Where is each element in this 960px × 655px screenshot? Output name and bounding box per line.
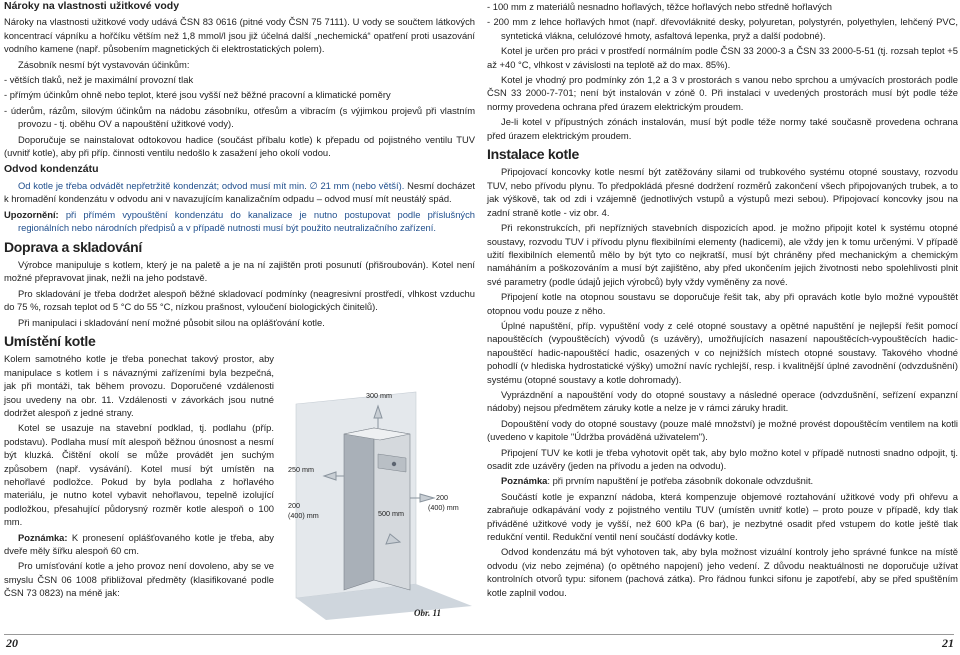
condensate-note-text: při přímém vypouštění kondenzátu do kanalizace je nutno postupovat podle příslušných regionálních nebo národních předpisů a v případě nutnosti musí být použito neutralizačního zařízení. [18, 208, 475, 234]
exposure-item: - větších tlaků, než je maximální provozní tlak [4, 74, 194, 86]
right-column [487, 0, 958, 601]
dhw-connection-paragraph: Připojení TUV ke kotli je třeba vyhotovit opět tak, aby bylo možno kotel v případě nutnosti snadno odpojit, tj. osadit zde uzávěry (jeden na přívodu a jeden na odvodu). [487, 446, 958, 471]
distance-paragraph: Pro umísťování kotle a jeho provoz není dovoleno, aby se ve smyslu ČSN 06 1008 přibližoval předměty (klasifikované podle ČSN 73 0823) na méně jak: [4, 560, 274, 599]
condensate-heading: Odvod kondenzátu [4, 163, 99, 176]
footer-rule [4, 634, 954, 635]
warranty-paragraph: Vyprázdnění a napouštění vody do otopné soustavy a následné operace (odvzdušnění, seřízení expanzní nádoby) nejsou předmětem záruky kotle a nelze je v rámci záruky hradit. [487, 388, 958, 414]
distance-item: - 200 mm z lehce hořlavých hmot (např. dřevovláknité desky, polyuretan, polystyrén, polyethylen, lehčený PVC, syntetická vlákna, celulózové hmoty, asfaltová lepenka, pryž a další podobné). [487, 16, 958, 41]
condensate-drain-paragraph: Odvod kondenzátu má být vyhotoven tak, aby byla možnost vizuální kontroly jeho správné funkce na místě odvodu (viz nebo zejména) (o opětného napojení) jeho vedení. Z důvodu neaktuálnosti ne doporučuje užívat kontrolních otvorů typu: sifonem (pachová zátka). Pro řádnou funkci sifonu je zapotřebí, aby se před spuštěním kotle zaplnil vodou. [487, 546, 958, 598]
handling-paragraph: Při manipulaci i skladování není možné působit silou na oplášťování kotle. [18, 316, 325, 328]
heating-connection-paragraph: Připojení kotle na otopnou soustavu se doporučuje řešit tak, aby při opravách kotle bylo možné vypouštět otopnou vodu pouze z něho. [487, 291, 958, 316]
exposure-item: - úderům, rázům, silovým účinkům na nádobu zásobníku, otřesům a vibracím (s výjimkou projevů při vlastním provozu - tj. oběhu OV a napouštění užitkové vody). [4, 104, 475, 130]
placement-paragraph: Kolem samotného kotle je třeba ponechat takový prostor, aby manipulace s kotlem i s návaznými zařízeními byla bezpečná, jak při montáži, tak během provozu. Doporučené vzdálenosti jsou uvedeny na obr. 11. Vzdálenosti v závorkách jsou nutné dodržet alespoň z jedné strany. [4, 353, 274, 418]
requirements-heading: Nároky na vlastnosti užitkové vody [4, 0, 180, 12]
label-right-a: 200 [436, 493, 448, 502]
label-left2-a: 200 [288, 501, 300, 510]
requirements-paragraph: Nároky na vlastnosti užitkové vody udává ČSN 83 0616 (pitné vody ČSN 75 7111). U vody se součtem látkových koncentrací vápníku a hořčíku větším než 1,8 mmol/l jsou již účelná další „nechemická“ opatření proti usazování vodního kamene (např. působením magnetických či elektrostatických polem). [4, 16, 475, 55]
label-top: 300 mm [366, 391, 392, 400]
install-note [487, 474, 958, 487]
transport-heading: Doprava a skladování [4, 238, 142, 255]
placement-heading: Umístění kotle [4, 332, 96, 349]
expansion-paragraph: Součástí kotle je expanzní nádoba, která kompenzuje objemové roztahování užitkové vody při ohřevu a zabraňuje odkapávání vody z pojistného ventilu TUV (umístěn uvnitř kotle) – proto pouze v případě, kdy tlak přiváděné užitkové vody je vyšší, než 600 kPa (6 bar), je nezbytné osadit před vstupem do kotle ještě tlak redukční ventil. Redukční ventil není součástí dodávky kotle. [487, 490, 958, 543]
environment-paragraph: Kotel je určen pro práci v prostředí normálním podle ČSN 33 2000-3 a ČSN 33 2000-5-51 (tj. rozsah teplot +5 až +40 °C, vlhkost v závislosti na teplotě až do max. 85%). [487, 45, 958, 70]
refill-paragraph: Dopouštění vody do otopné soustavy (pouze malé množství) je možné provést dopouštěcím ventilem na kotli (uvedeno v kapitole "Údržba prováděná uživatelem"). [487, 417, 958, 443]
drain-valves-paragraph: Úplné napuštění, příp. vypuštění vody z celé otopné soustavy a opětné napuštění je nejlepší řešit pomocí napouštěcích (vypouštěcích) vývodů (s uzávěry), umožňujících nasazení napouštěcích-vypouštěcích hadic-napouštěcí hadic-napouštěcí hadic, osazených v co nejnižších místech otopné soustavy. Takového vhodné pohodlí (v hlediska hydrostatické výšky) umožní navíc rychlejší, resp. i kvalitnější úplné zavodnění (odvzdušnění) systému (otopné soustavy a kotle dohromady). [487, 319, 958, 385]
installation-heading: Instalace kotle [487, 146, 579, 163]
label-front: 500 mm [378, 509, 404, 518]
boiler-side [344, 428, 374, 590]
install-note-text: : při prvním napuštění je potřeba zásobník dokonale odvzdušnit. [547, 475, 814, 487]
page-number-right: 21 [942, 636, 954, 650]
distance-item: - 100 mm z materiálů nesnadno hořlavých, těžce hořlavých nebo středně hořlavých [487, 1, 832, 12]
floor-paragraph: Kotel se usazuje na stavební podklad, tj. podlahu (příp. podstavu). Podlaha musí mít alespoň běžnou únosnost a nesmí být kluzká. Čištění okolí se může provádět jen suchým způsobem (např. vysávání). Kotel musí být umístěn na nehořlavé podložce. Pokud by byla podlaha z hořlavého materiálu, je nutno kotel vybavit nehořlavou, tepelně izolující podložkou, přesahující půdorysný rozměr kotle alespoň o 100 mm. [4, 422, 274, 528]
door-note-text: K pronesení oplášťovaného kotle je třeba, aby dveře měly šířku alespoň 60 cm. [4, 531, 274, 557]
boiler-clearance-figure [286, 384, 472, 620]
protection-paragraph: Je-li kotel v přípustných zónách instalován, musí být podle téže normy také současně provedena ochrana před úrazem elektrickým proudem. [487, 116, 958, 141]
door-note-label: Poznámka: [18, 531, 68, 543]
condensate-diameter-text: Od kotle je třeba odvádět nepřetržitě kondenzát; odvod musí mít min. ∅ 21 mm (nebo větší). [18, 179, 405, 191]
page-number-left: 20 [6, 636, 18, 650]
condensate-paragraph [4, 179, 475, 206]
transport-paragraph: Výrobce manipuluje s kotlem, který je na paletě a je na ní zajištěn proti posunutí (přišroubován). Kotel není možné přepravovat jinak, nežli na jeho podstavě. [4, 258, 475, 284]
drain-hose-paragraph: Doporučuje se nainstalovat odtokovou hadice (součást příbalu kotle) k přepadu od pojistného ventilu TUV (uvnitř kotle), aby při příp. činnosti ventilu nedošlo k zasažení jeho okolí vodou. [4, 133, 475, 159]
placement-text-block [4, 352, 274, 599]
condensate-note-label: Upozornění: [4, 208, 59, 220]
figure-caption: Obr. 11 [414, 608, 442, 618]
storage-paragraph: Pro skladování je třeba dodržet alespoň běžné skladovací podmínky (neagresivní prostředí, vlhkost vzduchu do 75 %, rozsah teplot od 5 °C do 55 °C, nízkou prašnost, vyloučení biologických činitelů). [4, 287, 475, 313]
flexible-paragraph: Při rekonstrukcích, při nepřízniých stavebních dispozicích apod. je možno připojit kotel k systému otopné soustavy, rozvodu TUV i přívodu plynu flexibilními elementy (hadicemi), ale vždy jen k tomu určenými. V případě užití flexibilních elementů mělo by být tyto co nejkratší, musí být chráněny před mechanickým a chemickým namáháním a poškozováním a musí být zajištěno, aby před ukončením jejich životnosti nebo spolehlivosti plnit své parametry (podle údajů jejich výrobců) byly vždy vyměněny za nové. [487, 222, 958, 287]
label-left: 250 mm [288, 465, 314, 474]
label-right-b: (400) mm [428, 503, 459, 512]
installation-paragraph: Připojovací koncovky kotle nesmí být zatěžovány silami od trubkového systému otopné soustavy, rozvodu TUV, nebo přívodu plynu. To předpokládá přesné dodržení rozměrů zakončení všech připojovaných trubek, a to jak výškově, tak od zdi i vzájemně (jednotlivých vstupů a výstupů mezi sebou). Připojovací koncovky jsou na zadní straně kotle - viz obr. 4. [487, 166, 958, 218]
zones-paragraph: Kotel je vhodný pro podmínky zón 1,2 a 3 v prostorách s vanou nebo sprchou a umývacích prostorách podle ČSN 33 2000-7-701; není být instalován v zóně 0. Při instalaci v uvedených prostorách musí být podle téže normy provedena ochrana před úrazem elektrickým proudem. [487, 74, 958, 112]
control-knob [392, 462, 396, 466]
condensate-rest-text: Nesmí docházet k hromadění kondenzátu v odvodu ani v navazujícím kanalizačním odpadu – odvod musí mít neustálý spád. [4, 179, 475, 205]
door-note [4, 531, 274, 558]
exposure-item: - přímým účinkům ohně nebo teplot, které jsou vyšší než běžné pracovní a klimatické poměry [4, 89, 391, 101]
install-note-label: Poznámka [501, 475, 548, 487]
label-left2-b: (400) mm [288, 511, 319, 520]
condensate-note [4, 208, 475, 235]
exposure-intro: Zásobník nesmí být vystavován účinkům: [18, 58, 190, 70]
arrow-right [420, 494, 434, 502]
